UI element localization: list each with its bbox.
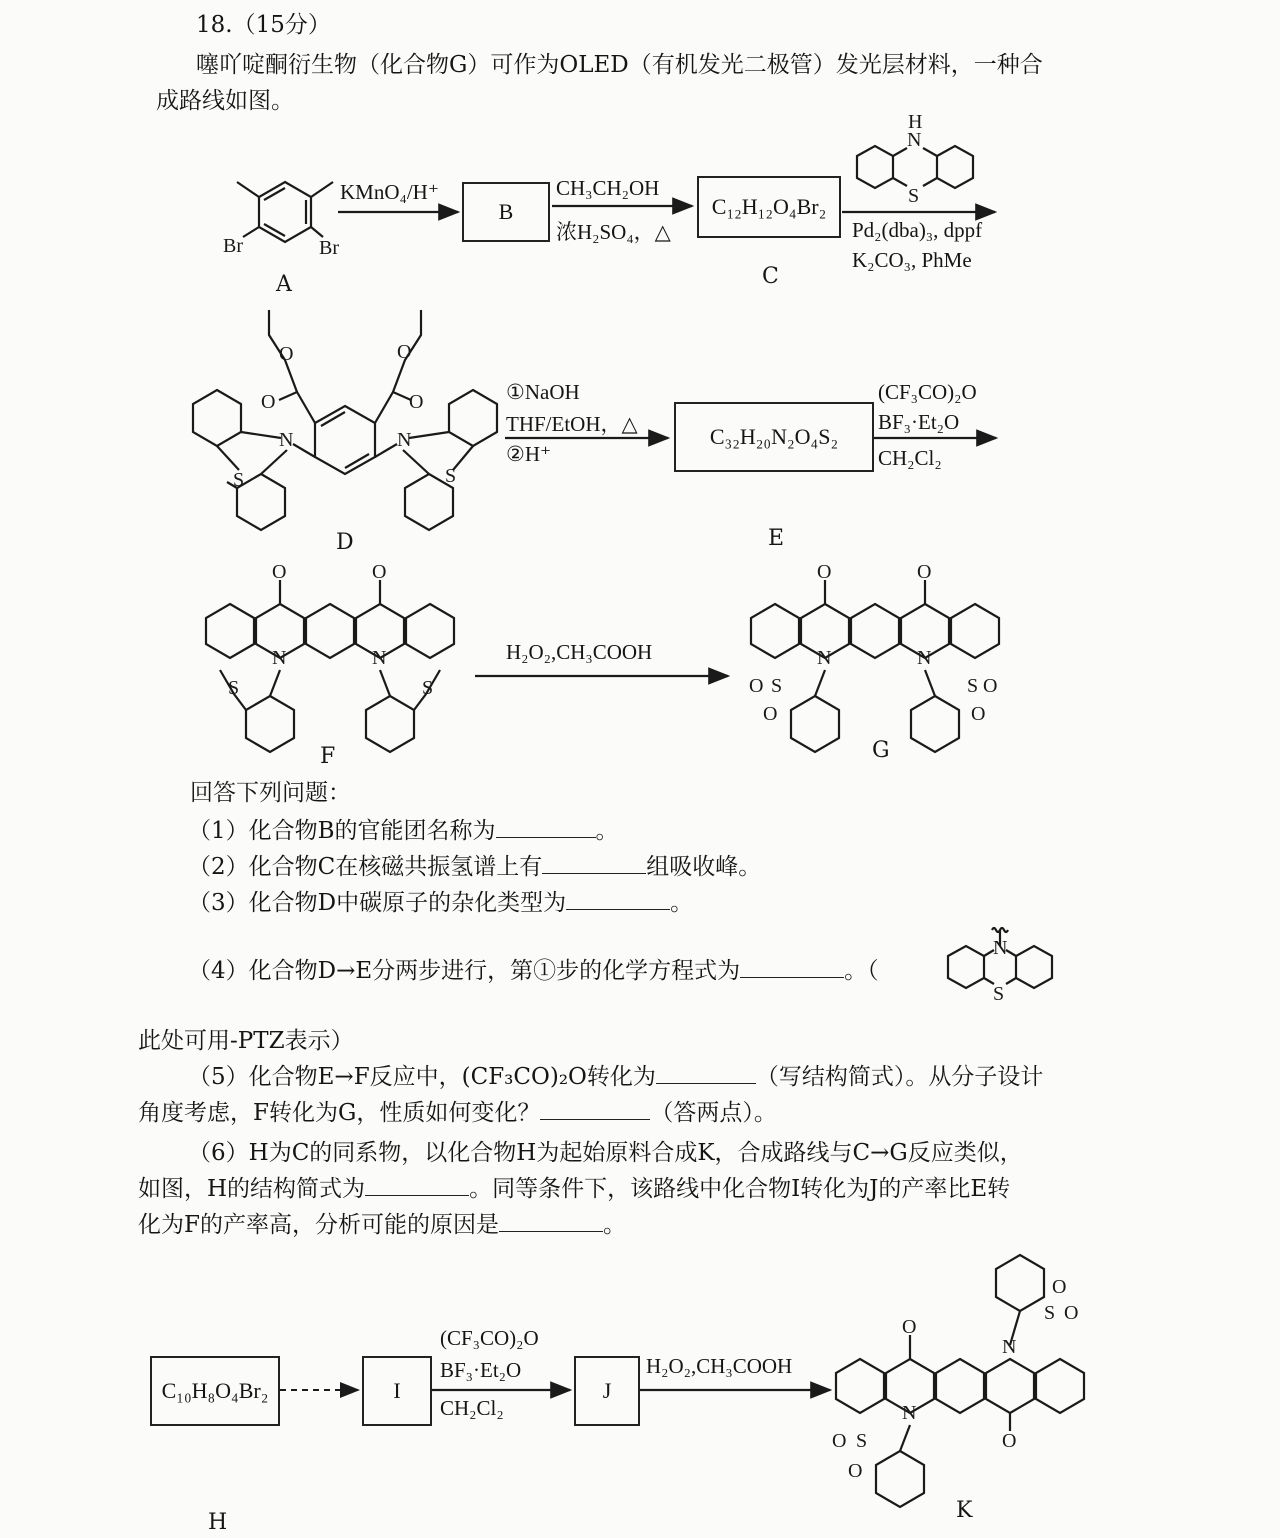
structure-g	[749, 561, 999, 752]
reagent-e-to-f-3: CH₂Cl₂	[878, 446, 942, 470]
svg-text:N: N	[993, 937, 1008, 959]
svg-text:O: O	[409, 391, 424, 413]
svg-text:S: S	[856, 1430, 868, 1452]
reagent-c-to-d-1: Pd₂(dba)₃, dppf	[852, 218, 983, 242]
answer-blank-3[interactable]	[566, 887, 670, 910]
compound-j-box: J	[574, 1356, 640, 1426]
reagent-i-to-j-1: (CF₃CO)₂O	[440, 1326, 539, 1350]
compound-e-label: E	[768, 526, 785, 551]
svg-text:N: N	[272, 647, 287, 669]
question-1-end: 。	[595, 818, 619, 844]
svg-text:N: N	[372, 647, 387, 669]
reagent-e-to-f-1: (CF₃CO)₂O	[878, 380, 977, 404]
reagent-f-to-g: H₂O₂,CH₃COOH	[506, 640, 653, 664]
question-4-text: （4）化合物D→E分两步进行，第①步的化学方程式为	[188, 958, 741, 984]
phenothiazine-reagent	[857, 111, 973, 207]
svg-text:O: O	[763, 703, 778, 725]
svg-text:O: O	[261, 391, 276, 413]
svg-text:H: H	[908, 111, 923, 133]
compound-c-box: C₁₂H₁₂O₄Br₂	[697, 176, 841, 238]
question-6-text-e: 。	[602, 1212, 626, 1238]
svg-text:O: O	[1002, 1430, 1017, 1452]
question-5-line1	[188, 1060, 1043, 1094]
questions-prompt: 回答下列问题：	[190, 780, 351, 806]
svg-text:O: O	[749, 675, 764, 697]
compound-f-label: F	[320, 744, 336, 769]
reagent-d-to-e-2: THF/EtOH，△	[506, 412, 638, 436]
svg-text:N: N	[907, 129, 922, 151]
reagent-i-to-j-3: CH₂Cl₂	[440, 1396, 504, 1420]
question-6-line3	[138, 1208, 626, 1242]
question-5-text-a: （5）化合物E→F反应中，(CF₃CO)₂O转化为	[188, 1064, 656, 1090]
svg-text:N: N	[902, 1402, 917, 1424]
svg-text:O: O	[1052, 1276, 1067, 1298]
reagent-a-to-b: KMnO₄/H⁺	[340, 180, 439, 204]
svg-text:N: N	[1002, 1336, 1017, 1358]
compound-k-label: K	[956, 1498, 973, 1523]
svg-text:O: O	[272, 561, 287, 583]
ptz-group-icon	[948, 928, 1052, 1005]
svg-text:S: S	[422, 677, 434, 699]
svg-text:O: O	[832, 1430, 847, 1452]
question-3-end: 。	[670, 890, 694, 916]
svg-text:S: S	[993, 983, 1005, 1005]
svg-text:O: O	[372, 561, 387, 583]
svg-text:S: S	[908, 185, 920, 207]
svg-text:O: O	[917, 561, 932, 583]
question-2-text: （2）化合物C在核磁共振氢谱上有	[188, 854, 543, 880]
compound-i-box: I	[362, 1356, 432, 1426]
question-6-text-c: 。同等条件下，该路线中化合物I转化为J的产率比E转	[469, 1176, 1011, 1202]
question-3	[188, 886, 693, 920]
reagent-d-to-e-3: ②H⁺	[506, 442, 552, 466]
question-2-end: 组吸收峰。	[646, 854, 762, 880]
structure-a	[223, 182, 339, 259]
svg-text:O: O	[902, 1316, 917, 1338]
answer-blank-6a[interactable]	[365, 1173, 469, 1196]
compound-h-label: H	[208, 1510, 228, 1535]
reagent-i-to-j-2: BF₃·Et₂O	[440, 1358, 522, 1382]
svg-text:S: S	[967, 675, 979, 697]
structure-d	[193, 310, 497, 530]
svg-text:Br: Br	[223, 235, 243, 257]
svg-text:O: O	[848, 1460, 863, 1482]
reagent-c-to-d-2: K₂CO₃, PhMe	[852, 248, 972, 272]
svg-text:O: O	[397, 341, 412, 363]
reagent-e-to-f-2: BF₃·Et₂O	[878, 410, 960, 434]
question-1-text: （1）化合物B的官能团名称为	[188, 818, 496, 844]
question-4-note: 此处可用-PTZ表示）	[138, 1028, 354, 1054]
svg-text:O: O	[983, 675, 998, 697]
svg-text:S: S	[1044, 1302, 1056, 1324]
compound-b-box: B	[462, 182, 550, 242]
answer-blank-1[interactable]	[496, 815, 596, 838]
svg-text:O: O	[279, 343, 294, 365]
question-5-text-b: （写结构简式）。从分子设计	[755, 1064, 1044, 1090]
svg-text:N: N	[917, 647, 932, 669]
svg-text:Br: Br	[319, 237, 339, 259]
compound-a-label: A	[276, 272, 292, 297]
question-intro-cont: 成路线如图。	[156, 88, 294, 114]
reagent-d-to-e-1: ①NaOH	[506, 380, 580, 404]
svg-text:S: S	[771, 675, 783, 697]
compound-c-label: C	[762, 264, 779, 289]
svg-text:N: N	[397, 429, 412, 451]
question-number: 18.（15分）	[196, 12, 331, 38]
answer-blank-2[interactable]	[542, 851, 646, 874]
svg-text:O: O	[1064, 1302, 1079, 1324]
structure-k	[832, 1255, 1084, 1507]
question-5-text-c: 角度考虑，F转化为G，性质如何变化？	[138, 1100, 541, 1126]
question-1	[188, 814, 619, 848]
question-6-text-b: 如图，H的结构简式为	[138, 1176, 366, 1202]
question-2	[188, 850, 761, 884]
svg-text:S: S	[445, 465, 457, 487]
question-4	[188, 954, 879, 988]
question-intro: 噻吖啶酮衍生物（化合物G）可作为OLED（有机发光二极管）发光层材料，一种合	[196, 52, 1043, 78]
svg-text:N: N	[817, 647, 832, 669]
compound-h-box: C₁₀H₈O₄Br₂	[150, 1356, 280, 1426]
answer-blank-5b[interactable]	[540, 1097, 650, 1120]
svg-text:O: O	[971, 703, 986, 725]
question-3-text: （3）化合物D中碳原子的杂化类型为	[188, 890, 567, 916]
answer-blank-4[interactable]	[740, 955, 844, 978]
compound-d-label: D	[336, 530, 354, 555]
reagent-b-to-c-1: CH₃CH₂OH	[556, 176, 660, 200]
question-4-end: 。（	[844, 958, 879, 984]
reagent-b-to-c-2: 浓H₂SO₄，△	[556, 220, 671, 244]
compound-g-label: G	[872, 738, 890, 763]
svg-text:N: N	[279, 429, 294, 451]
svg-text:S: S	[233, 469, 245, 491]
question-5-text-d: （答两点）。	[650, 1100, 777, 1126]
answer-blank-5a[interactable]	[656, 1061, 756, 1084]
structure-f	[206, 561, 454, 752]
reagent-j-to-k: H₂O₂,CH₃COOH	[646, 1354, 793, 1378]
question-6-text-d: 化为F的产率高，分析可能的原因是	[138, 1212, 499, 1238]
svg-text:O: O	[817, 561, 832, 583]
compound-e-box: C₃₂H₂₀N₂O₄S₂	[674, 402, 874, 472]
svg-text:S: S	[228, 677, 240, 699]
question-6-line1: （6）H为C的同系物，以化合物H为起始原料合成K，合成路线与C→G反应类似，	[188, 1140, 1023, 1166]
question-5-line2	[138, 1096, 777, 1130]
question-6-line2	[138, 1172, 1010, 1206]
answer-blank-6b[interactable]	[499, 1209, 603, 1232]
